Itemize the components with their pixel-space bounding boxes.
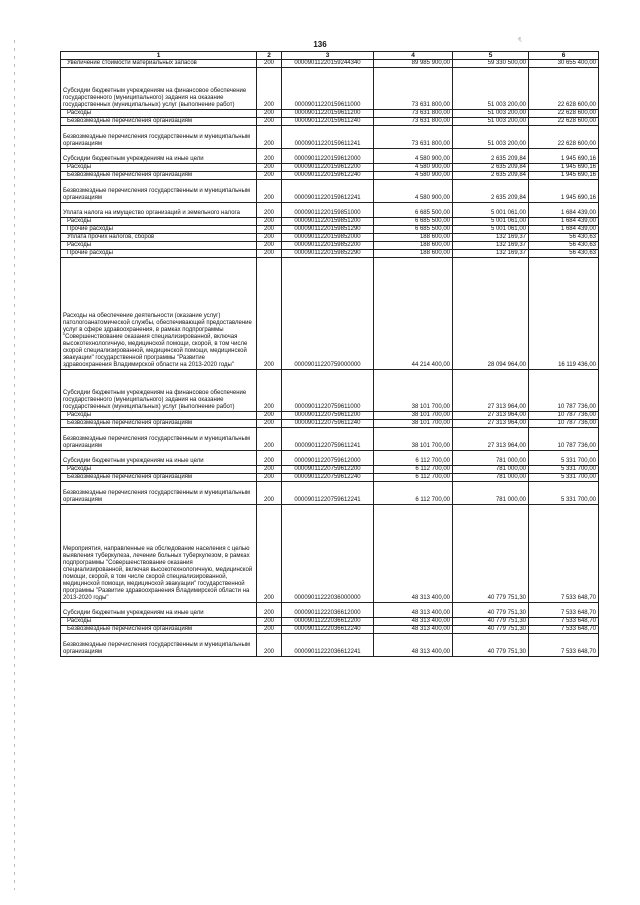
row-unexecuted-amount: 22 628 600,00 xyxy=(529,68,599,110)
row-code-line: 200 xyxy=(257,234,282,242)
row-executed-amount: 781 000,00 xyxy=(453,482,529,505)
row-unexecuted-amount: 1 945 690,16 xyxy=(529,172,599,180)
row-unexecuted-amount: 5 331 700,00 xyxy=(529,466,599,474)
row-code-line: 200 xyxy=(257,451,282,466)
row-name: Расходы xyxy=(61,618,257,626)
row-name: Безвозмездные перечисления организациям xyxy=(61,420,257,428)
row-classification-code: 00009011220759611240 xyxy=(282,420,374,428)
row-approved-amount: 4 580 900,00 xyxy=(374,172,453,180)
row-name: Уплата налога на имущество организаций и земельного налога xyxy=(61,203,257,218)
row-approved-amount: 38 101 700,00 xyxy=(374,420,453,428)
row-unexecuted-amount: 5 331 700,00 xyxy=(529,474,599,482)
row-approved-amount: 6 685 500,00 xyxy=(374,203,453,218)
table-row xyxy=(61,420,599,428)
table-row xyxy=(61,474,599,482)
row-executed-amount: 2 635 209,84 xyxy=(453,172,529,180)
row-executed-amount: 40 779 751,30 xyxy=(453,626,529,634)
table-row xyxy=(61,603,599,618)
row-approved-amount: 6 112 700,00 xyxy=(374,474,453,482)
row-approved-amount: 4 580 900,00 xyxy=(374,164,453,172)
row-approved-amount: 188 600,00 xyxy=(374,250,453,258)
row-code-line: 200 xyxy=(257,180,282,203)
row-classification-code: 00009011220159611241 xyxy=(282,126,374,149)
row-executed-amount: 40 779 751,30 xyxy=(453,603,529,618)
row-classification-code: 00009011220159611240 xyxy=(282,118,374,126)
table-row xyxy=(61,258,599,370)
row-code-line: 200 xyxy=(257,250,282,258)
row-approved-amount: 73 631 800,00 xyxy=(374,110,453,118)
row-unexecuted-amount: 7 533 648,70 xyxy=(529,626,599,634)
row-code-line: 200 xyxy=(257,626,282,634)
row-executed-amount: 27 313 964,00 xyxy=(453,370,529,412)
table-row xyxy=(61,428,599,451)
row-unexecuted-amount: 5 331 700,00 xyxy=(529,451,599,466)
row-approved-amount: 44 214 400,00 xyxy=(374,258,453,370)
row-approved-amount: 6 112 700,00 xyxy=(374,482,453,505)
row-classification-code: 00009011220159612200 xyxy=(282,164,374,172)
row-approved-amount: 73 631 800,00 xyxy=(374,68,453,110)
row-unexecuted-amount: 10 787 736,00 xyxy=(529,412,599,420)
row-executed-amount: 132 169,37 xyxy=(453,242,529,250)
row-name: Расходы xyxy=(61,412,257,420)
column-header-3: 3 xyxy=(282,52,374,60)
row-code-line: 200 xyxy=(257,603,282,618)
row-executed-amount: 781 000,00 xyxy=(453,466,529,474)
row-code-line: 200 xyxy=(257,172,282,180)
row-name: Безвозмездные перечисления государственным и муниципальным организациям xyxy=(61,482,257,505)
row-approved-amount: 4 580 900,00 xyxy=(374,180,453,203)
row-approved-amount: 73 631 800,00 xyxy=(374,126,453,149)
row-executed-amount: 5 001 061,00 xyxy=(453,218,529,226)
row-approved-amount: 73 631 800,00 xyxy=(374,118,453,126)
table-row xyxy=(61,482,599,505)
row-executed-amount: 27 313 964,00 xyxy=(453,420,529,428)
row-executed-amount: 132 169,37 xyxy=(453,250,529,258)
row-code-line: 200 xyxy=(257,226,282,234)
row-classification-code: 00009011220759612241 xyxy=(282,482,374,505)
row-approved-amount: 89 985 900,00 xyxy=(374,60,453,68)
row-name: Безвозмездные перечисления государственным и муниципальным организациям xyxy=(61,428,257,451)
row-executed-amount: 2 635 209,84 xyxy=(453,149,529,164)
row-unexecuted-amount: 16 119 436,00 xyxy=(529,258,599,370)
row-classification-code: 00009011222036612200 xyxy=(282,618,374,626)
row-code-line: 200 xyxy=(257,242,282,250)
row-name: Расходы xyxy=(61,242,257,250)
row-unexecuted-amount: 7 533 648,70 xyxy=(529,603,599,618)
row-executed-amount: 781 000,00 xyxy=(453,474,529,482)
row-unexecuted-amount: 7 533 648,70 xyxy=(529,505,599,603)
row-approved-amount: 4 580 900,00 xyxy=(374,149,453,164)
row-name: Безвозмездные перечисления организациям xyxy=(61,474,257,482)
column-header-1: 1 xyxy=(61,52,257,60)
table-row xyxy=(61,172,599,180)
row-code-line: 200 xyxy=(257,482,282,505)
row-unexecuted-amount: 30 655 400,00 xyxy=(529,60,599,68)
column-header-6: 6 xyxy=(529,52,599,60)
row-classification-code: 00009011220159851000 xyxy=(282,203,374,218)
row-name: Субсидии бюджетным учреждениям на иные цели xyxy=(61,149,257,164)
row-approved-amount: 188 600,00 xyxy=(374,234,453,242)
row-code-line: 200 xyxy=(257,420,282,428)
row-name: Мероприятия, направленные на обследование населения с целью выявления туберкулеза, лечение больных туберкулезом, в рамках подпрограммы "Совершенствование оказания специализированной, включая высокотехнологичную, медицинской помощи, скорой, в том числе скорой специализированной, медицинской помощи, медицинской эвакуации" государственной программы "Развитие здравоохранения Владимирской области на 2013-2020 годы" xyxy=(61,505,257,603)
table-row xyxy=(61,149,599,164)
row-unexecuted-amount: 1 684 439,00 xyxy=(529,226,599,234)
row-executed-amount: 59 330 500,00 xyxy=(453,60,529,68)
row-classification-code: 00009011220159611000 xyxy=(282,68,374,110)
row-executed-amount: 5 001 061,00 xyxy=(453,226,529,234)
row-name: Увеличение стоимости материальных запасов xyxy=(61,60,257,68)
row-classification-code: 00009011220159244340 xyxy=(282,60,374,68)
row-classification-code: 00009011220159852290 xyxy=(282,250,374,258)
table-row xyxy=(61,466,599,474)
row-approved-amount: 38 101 700,00 xyxy=(374,370,453,412)
row-code-line: 200 xyxy=(257,126,282,149)
row-name: Расходы xyxy=(61,218,257,226)
table-row xyxy=(61,226,599,234)
row-classification-code: 00009011220159851200 xyxy=(282,218,374,226)
row-executed-amount: 51 003 200,00 xyxy=(453,126,529,149)
table-row xyxy=(61,634,599,657)
column-header-4: 4 xyxy=(374,52,453,60)
row-approved-amount: 38 101 700,00 xyxy=(374,428,453,451)
row-name: Расходы xyxy=(61,466,257,474)
corner-mark: ৎ xyxy=(518,37,522,44)
column-header-5: 5 xyxy=(453,52,529,60)
row-classification-code: 00009011220159612240 xyxy=(282,172,374,180)
row-code-line: 200 xyxy=(257,164,282,172)
row-code-line: 200 xyxy=(257,218,282,226)
row-code-line: 200 xyxy=(257,60,282,68)
column-header-2: 2 xyxy=(257,52,282,60)
row-executed-amount: 51 003 200,00 xyxy=(453,110,529,118)
row-unexecuted-amount: 56 430,63 xyxy=(529,234,599,242)
table-row xyxy=(61,451,599,466)
row-approved-amount: 6 112 700,00 xyxy=(374,466,453,474)
row-classification-code: 00009011220159852000 xyxy=(282,234,374,242)
row-unexecuted-amount: 56 430,63 xyxy=(529,242,599,250)
row-name: Расходы на обеспечение деятельности (оказание услуг) патологоанатомической службы, обеспечивающей предоставление услуг в сфере здравоохранения, в рамках подпрограммы "Совершенствование оказания специализированной, включая высокотехнологичную, медицинской помощи, скорой, в том числе скорой специализированной, медицинской помощи, медицинской эвакуации" государственной программы "Развитие здравоохранения Владимирской области на 2013-2020 годы" xyxy=(61,258,257,370)
row-unexecuted-amount: 5 331 700,00 xyxy=(529,482,599,505)
row-code-line: 200 xyxy=(257,618,282,626)
row-unexecuted-amount: 10 787 736,00 xyxy=(529,370,599,412)
row-executed-amount: 2 635 209,84 xyxy=(453,180,529,203)
row-code-line: 200 xyxy=(257,258,282,370)
row-unexecuted-amount: 10 787 736,00 xyxy=(529,428,599,451)
row-code-line: 200 xyxy=(257,68,282,110)
row-code-line: 200 xyxy=(257,634,282,657)
row-approved-amount: 6 112 700,00 xyxy=(374,451,453,466)
row-approved-amount: 48 313 400,00 xyxy=(374,618,453,626)
table-row xyxy=(61,218,599,226)
row-executed-amount: 5 001 061,00 xyxy=(453,203,529,218)
row-classification-code: 00009011222036612241 xyxy=(282,634,374,657)
table-row xyxy=(61,250,599,258)
row-executed-amount: 40 779 751,30 xyxy=(453,618,529,626)
row-executed-amount: 40 779 751,30 xyxy=(453,505,529,603)
row-approved-amount: 48 313 400,00 xyxy=(374,626,453,634)
table-row xyxy=(61,370,599,412)
table-row xyxy=(61,126,599,149)
row-approved-amount: 48 313 400,00 xyxy=(374,603,453,618)
row-name: Безвозмездные перечисления государственным и муниципальным организациям xyxy=(61,180,257,203)
row-unexecuted-amount: 22 628 600,00 xyxy=(529,118,599,126)
row-executed-amount: 27 313 964,00 xyxy=(453,428,529,451)
row-classification-code: 00009011220159611200 xyxy=(282,110,374,118)
row-unexecuted-amount: 10 787 736,00 xyxy=(529,420,599,428)
row-approved-amount: 38 101 700,00 xyxy=(374,412,453,420)
row-classification-code: 00009011220759000000 xyxy=(282,258,374,370)
table-row xyxy=(61,242,599,250)
row-code-line: 200 xyxy=(257,203,282,218)
row-name: Уплата прочих налогов, сборов xyxy=(61,234,257,242)
row-unexecuted-amount: 56 430,63 xyxy=(529,250,599,258)
row-name: Субсидии бюджетным учреждениям на финансовое обеспечение государственного (муниципального) задания на оказание государственных (муниципальных) услуг (выполнение работ) xyxy=(61,370,257,412)
table-row xyxy=(61,234,599,242)
row-classification-code: 00009011222036612000 xyxy=(282,603,374,618)
row-name: Безвозмездные перечисления организациям xyxy=(61,626,257,634)
row-unexecuted-amount: 22 628 600,00 xyxy=(529,126,599,149)
table-row xyxy=(61,505,599,603)
row-unexecuted-amount: 1 945 690,16 xyxy=(529,164,599,172)
row-classification-code: 00009011220759612200 xyxy=(282,466,374,474)
table-row xyxy=(61,626,599,634)
row-executed-amount: 28 094 964,00 xyxy=(453,258,529,370)
table-row xyxy=(61,60,599,68)
row-name: Прочие расходы xyxy=(61,250,257,258)
table-row xyxy=(61,68,599,110)
row-executed-amount: 27 313 964,00 xyxy=(453,412,529,420)
row-approved-amount: 6 685 500,00 xyxy=(374,226,453,234)
row-unexecuted-amount: 22 628 600,00 xyxy=(529,110,599,118)
budget-execution-table xyxy=(60,51,599,657)
row-name: Безвозмездные перечисления организациям xyxy=(61,118,257,126)
row-approved-amount: 6 685 500,00 xyxy=(374,218,453,226)
row-unexecuted-amount: 1 945 690,16 xyxy=(529,149,599,164)
row-executed-amount: 51 003 200,00 xyxy=(453,118,529,126)
table-row xyxy=(61,118,599,126)
row-unexecuted-amount: 1 945 690,16 xyxy=(529,180,599,203)
scan-margin-line xyxy=(14,40,15,890)
row-classification-code: 00009011220759612000 xyxy=(282,451,374,466)
row-name: Субсидии бюджетным учреждениям на иные цели xyxy=(61,603,257,618)
row-code-line: 200 xyxy=(257,466,282,474)
row-unexecuted-amount: 7 533 648,70 xyxy=(529,618,599,626)
row-executed-amount: 132 169,37 xyxy=(453,234,529,242)
row-approved-amount: 48 313 400,00 xyxy=(374,505,453,603)
row-classification-code: 00009011220759612240 xyxy=(282,474,374,482)
row-classification-code: 00009011220759611200 xyxy=(282,412,374,420)
row-classification-code: 00009011220159851290 xyxy=(282,226,374,234)
table-row xyxy=(61,164,599,172)
row-unexecuted-amount: 1 684 439,00 xyxy=(529,218,599,226)
row-code-line: 200 xyxy=(257,474,282,482)
row-classification-code: 00009011222036000000 xyxy=(282,505,374,603)
row-approved-amount: 48 313 400,00 xyxy=(374,634,453,657)
row-name: Расходы xyxy=(61,164,257,172)
row-code-line: 200 xyxy=(257,149,282,164)
table-row xyxy=(61,203,599,218)
row-classification-code: 00009011220159612241 xyxy=(282,180,374,203)
row-name: Безвозмездные перечисления государственным и муниципальным организациям xyxy=(61,634,257,657)
table-row xyxy=(61,412,599,420)
row-name: Безвозмездные перечисления организациям xyxy=(61,172,257,180)
table-body xyxy=(61,60,599,657)
row-name: Субсидии бюджетным учреждениям на финансовое обеспечение государственного (муниципального) задания на оказание государственных (муниципальных) услуг (выполнение работ) xyxy=(61,68,257,110)
row-code-line: 200 xyxy=(257,370,282,412)
row-executed-amount: 781 000,00 xyxy=(453,451,529,466)
table-row xyxy=(61,180,599,203)
row-name: Субсидии бюджетным учреждениям на иные цели xyxy=(61,451,257,466)
row-executed-amount: 40 779 751,30 xyxy=(453,634,529,657)
row-classification-code: 00009011220159612000 xyxy=(282,149,374,164)
row-classification-code: 00009011222036612240 xyxy=(282,626,374,634)
row-code-line: 200 xyxy=(257,505,282,603)
row-executed-amount: 2 635 209,84 xyxy=(453,164,529,172)
row-code-line: 200 xyxy=(257,428,282,451)
page-number: 136 xyxy=(313,40,327,49)
row-code-line: 200 xyxy=(257,110,282,118)
row-name: Безвозмездные перечисления государственным и муниципальным организациям xyxy=(61,126,257,149)
row-code-line: 200 xyxy=(257,118,282,126)
row-code-line: 200 xyxy=(257,412,282,420)
row-classification-code: 00009011220759611241 xyxy=(282,428,374,451)
table-row xyxy=(61,618,599,626)
row-executed-amount: 51 003 200,00 xyxy=(453,68,529,110)
row-classification-code: 00009011220759611000 xyxy=(282,370,374,412)
column-header-row xyxy=(61,52,599,60)
table-row xyxy=(61,110,599,118)
row-unexecuted-amount: 1 684 439,00 xyxy=(529,203,599,218)
row-name: Расходы xyxy=(61,110,257,118)
row-name: Прочие расходы xyxy=(61,226,257,234)
row-classification-code: 00009011220159852200 xyxy=(282,242,374,250)
row-unexecuted-amount: 7 533 648,70 xyxy=(529,634,599,657)
row-approved-amount: 188 600,00 xyxy=(374,242,453,250)
